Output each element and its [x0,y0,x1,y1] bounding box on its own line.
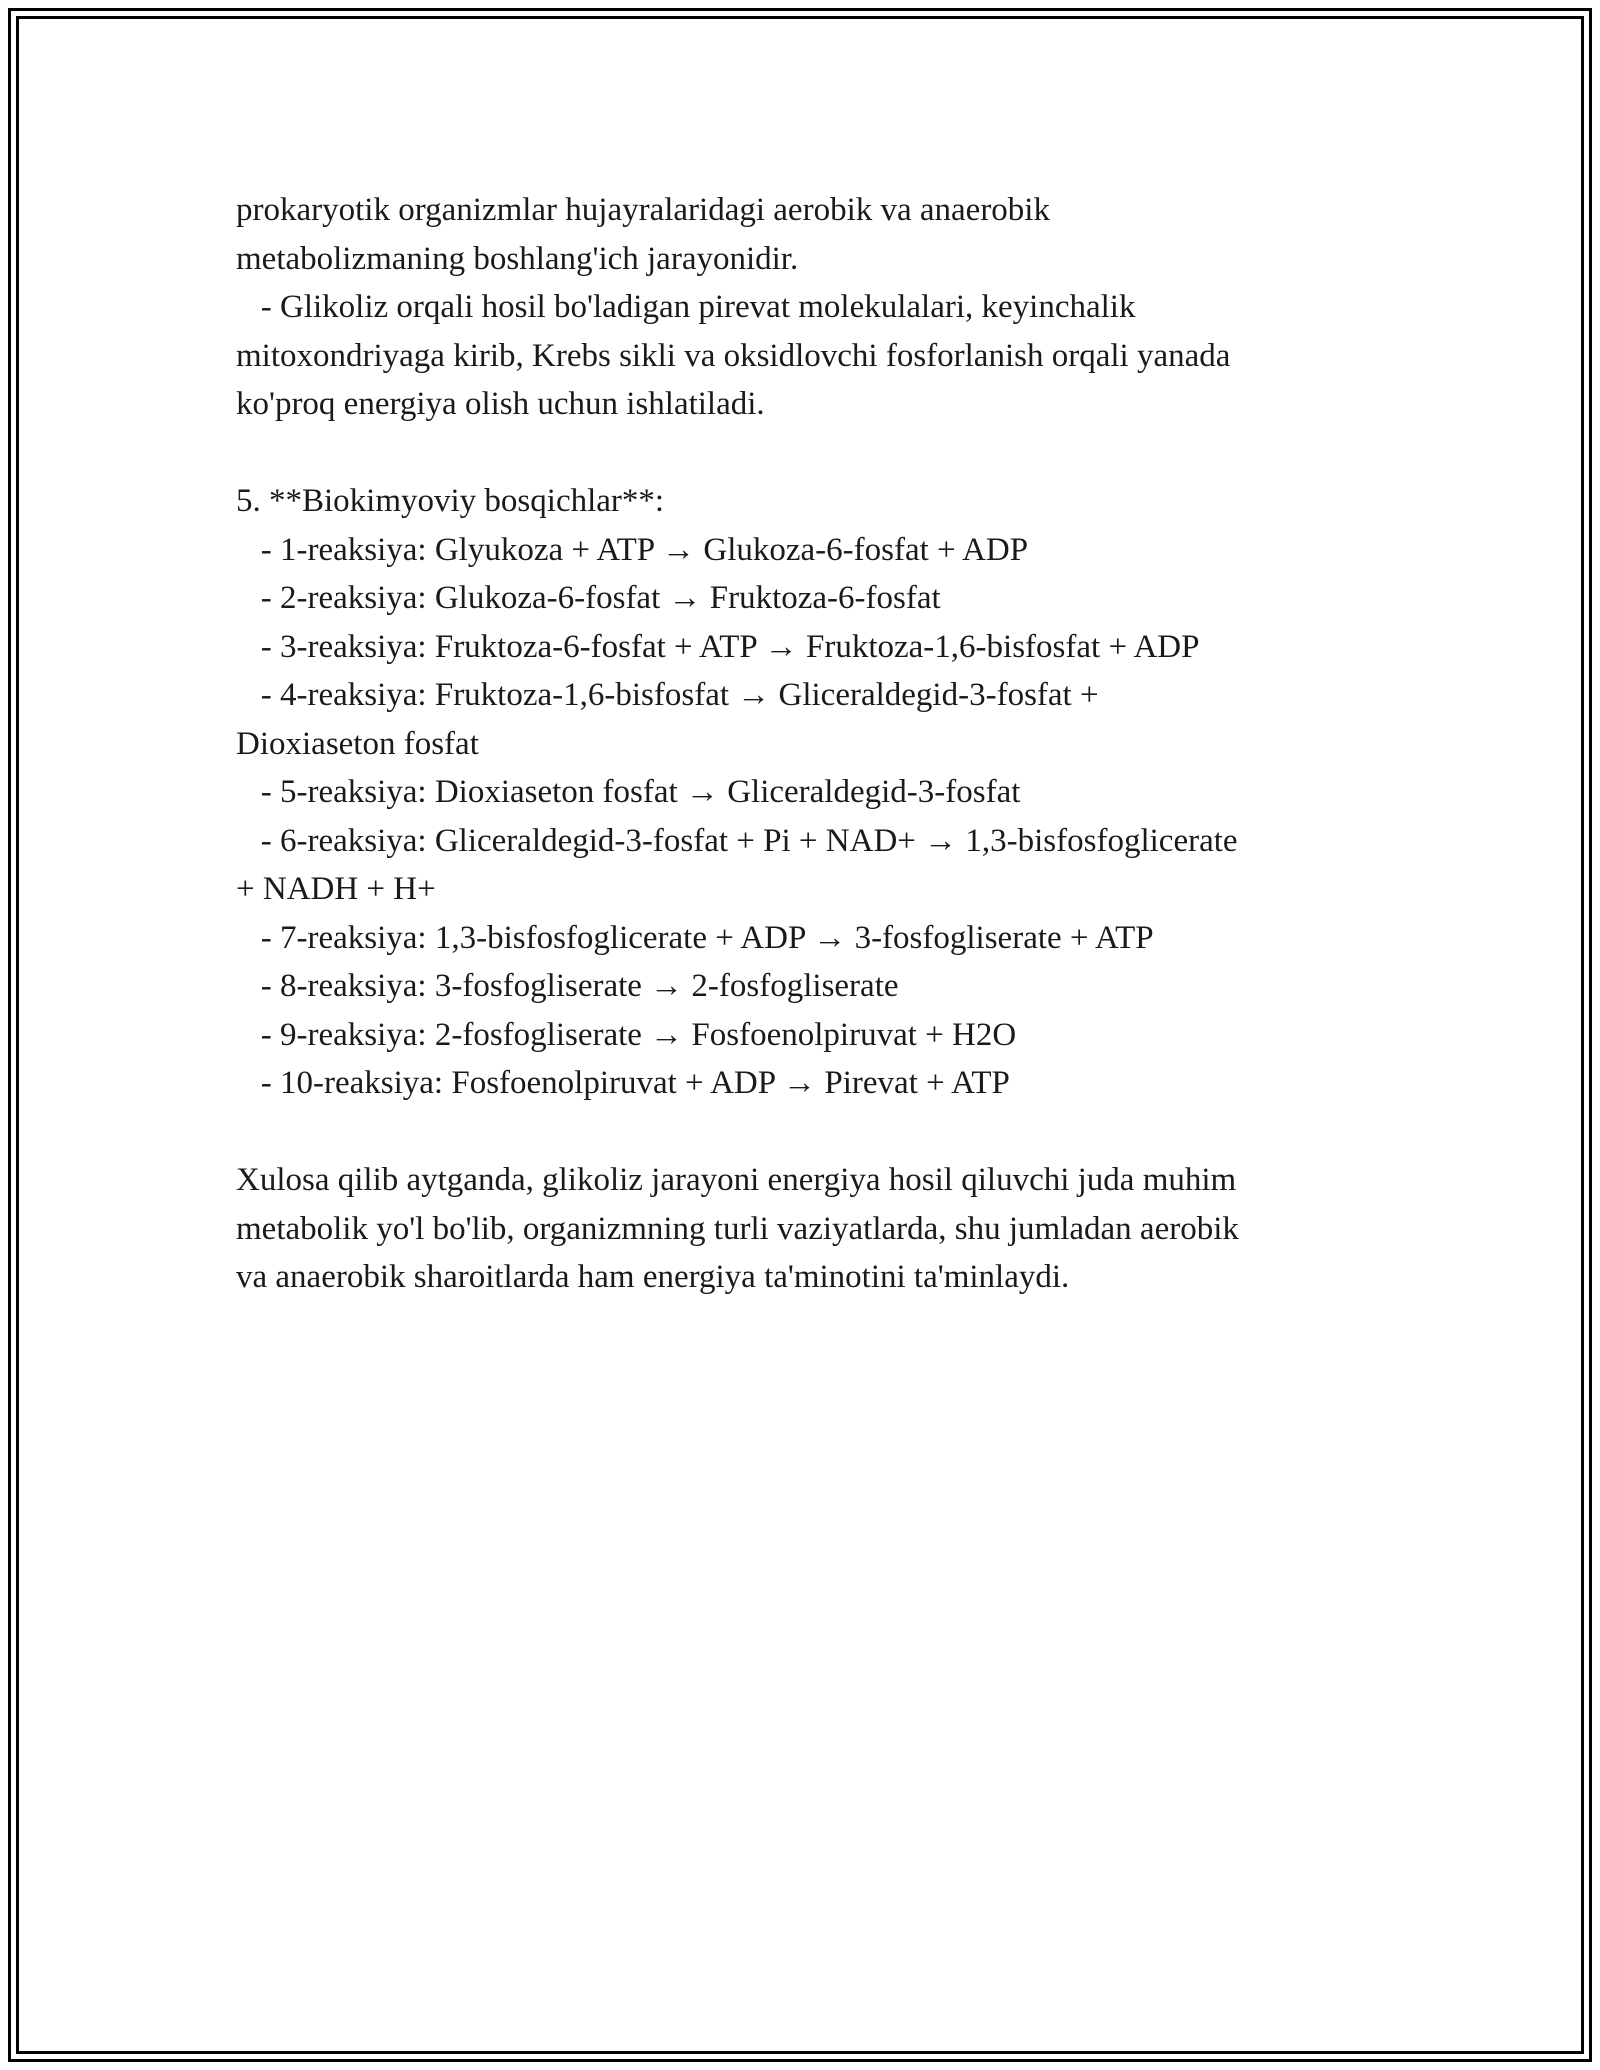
reaction-line: - 2-reaksiya: Glukoza-6-fosfat → Fruktoza-6-fosfat [236,580,941,616]
text-line: prokaryotik organizmlar hujayralaridagi aerobik va anaerobik [236,192,1050,228]
reaction-line: Dioxiaseton fosfat [236,725,479,762]
reaction-line: - 8-reaksiya: 3-fosfogliserate → 2-fosfogliserate [236,968,899,1004]
reaction-line: - 1-reaksiya: Glyukoza + ATP → Glukoza-6-fosfat + ADP [236,531,1029,568]
reaction-line: - 7-reaksiya: 1,3-bisfosfoglicerate + ADP → 3-fosfogliserate + ATP [236,919,1154,956]
reaction-line: - 5-reaksiya: Dioxiaseton fosfat → Gliceraldegid-3-fosfat [236,774,1021,810]
section-heading: 5. **Biokimyoviy bosqichlar**: [236,483,665,519]
reaction-line: - 10-reaksiya: Fosfoenolpiruvat + ADP → Pirevat + ATP [236,1065,1010,1101]
text-line: metabolizmaning boshlang'ich jarayonidir. [236,240,799,277]
intro-paragraph [236,186,1366,429]
text-line: ko'proq energiya olish uchun ishlatiladi. [236,386,765,422]
reaction-line: - 6-reaksiya: Gliceraldegid-3-fosfat + Pi + NAD+ → 1,3-bisfosfoglicerate [236,822,1238,859]
paragraph-spacer [236,429,1366,478]
text-line: Xulosa qilib aytganda, glikoliz jarayoni energiya hosil qiluvchi juda muhim [236,1162,1237,1198]
reaction-line: - 4-reaksiya: Fruktoza-1,6-bisfosfat → Gliceraldegid-3-fosfat + [236,677,1099,713]
text-line: va anaerobik sharoitlarda ham energiya ta'minotini ta'minlaydi. [236,1259,1070,1295]
reaction-line: + NADH + H+ [236,871,436,907]
reaction-line: - 9-reaksiya: 2-fosfogliserate → Fosfoenolpiruvat + H2O [236,1016,1017,1053]
text-line: mitoxondriyaga kirib, Krebs sikli va oksidlovchi fosforlanish orqali yanada [236,337,1231,374]
reaction-line: - 3-reaksiya: Fruktoza-6-fosfat + ATP → Fruktoza-1,6-bisfosfat + ADP [236,628,1200,665]
conclusion-paragraph [236,1156,1366,1302]
reaction-list [236,526,1366,1108]
text-line: metabolik yo'l bo'lib, organizmning turli vaziyatlarda, shu jumladan aerobik [236,1210,1239,1247]
paragraph-spacer [236,1108,1366,1157]
text-line: - Glikoliz orqali hosil bo'ladigan pirevat molekulalari, keyinchalik [236,289,1136,325]
document-body [236,186,1366,1302]
